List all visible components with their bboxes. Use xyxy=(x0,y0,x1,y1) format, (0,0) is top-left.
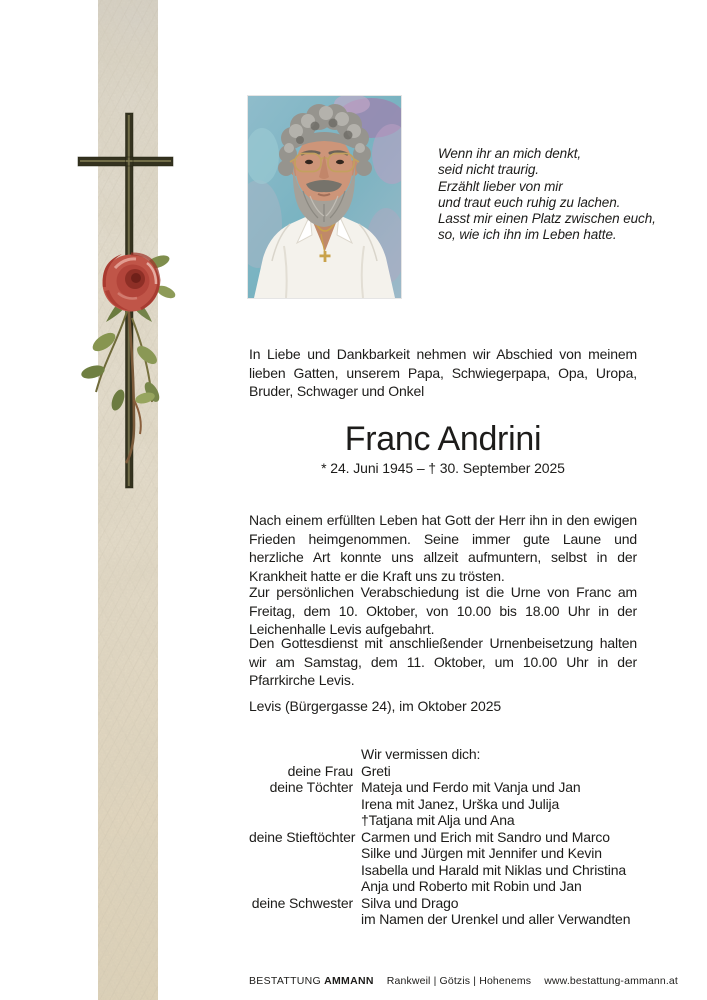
poem-line: und traut euch ruhig zu lachen. xyxy=(438,194,621,210)
footer-locations: Rankweil | Götzis | Hohenems xyxy=(386,975,532,987)
brand-prefix: BESTATTUNG xyxy=(249,975,322,987)
place-date-line: Levis (Bürgergasse 24), im Oktober 2025 xyxy=(249,698,502,714)
funeral-home-brand xyxy=(249,975,374,987)
mourner-relation xyxy=(249,911,353,928)
footer-website: www.bestattung-ammann.at xyxy=(544,975,678,987)
mourner-row xyxy=(249,845,637,862)
body-paragraph: Nach einem erfüllten Leben hat Gott der Herr ihn in den ewigen Frieden heimgenommen. Seine immer gute Laune und herzliche Art konnte uns allzeit aufmuntern, selbst in der Krankheit hatte er die Kraft uns zu trösten. xyxy=(249,512,637,584)
mourner-relation: deine Töchter xyxy=(269,779,353,795)
mourner-row xyxy=(249,911,637,928)
poem-line: Wenn ihr an mich denkt, xyxy=(438,146,582,161)
poem-line: Lasst mir einen Platz zwischen euch, xyxy=(438,211,656,227)
mourner-row xyxy=(249,829,637,846)
mourner-names: im Namen der Urenkel und aller Verwandten xyxy=(361,911,631,927)
mourner-row xyxy=(249,812,637,829)
mourner-names: Silva und Drago xyxy=(361,894,459,911)
funeral-home-footer xyxy=(249,975,678,987)
mourner-relation xyxy=(249,796,353,813)
mourner-names: Isabella und Harald mit Niklas und Christina xyxy=(361,861,626,878)
mourner-row xyxy=(249,895,637,912)
mourner-row xyxy=(249,878,637,895)
portrait-photo xyxy=(248,96,401,298)
mourner-row xyxy=(249,796,637,813)
mourner-relation xyxy=(249,845,353,862)
memorial-stripe-art xyxy=(0,0,210,1000)
mourner-names: Carmen und Erich mit Sandro und Marco xyxy=(361,828,610,845)
brand-name: AMMANN xyxy=(324,975,374,987)
mourners-title-row xyxy=(249,746,637,763)
mourner-relation: deine Schwester xyxy=(251,894,353,911)
intro-text: In Liebe und Dankbarkeit nehmen wir Abschied von meinem lieben Gatten, unserem Papa, Schwiegerpapa, Opa, Uropa, Bruder, Schwager und Onkel xyxy=(249,346,637,399)
body-paragraph: Zur persönlichen Verabschiedung ist die Urne von Franc am Freitag, dem 10. Oktober, von 10.00 bis 18.00 Uhr in der Leichenhalle Levis aufgebahrt. xyxy=(249,584,637,637)
mourners-title: Wir vermissen dich: xyxy=(361,746,481,762)
mourner-names: Greti xyxy=(361,762,391,779)
mourner-row xyxy=(249,779,637,796)
life-dates: * 24. Juni 1945 – † 30. September 2025 xyxy=(321,460,565,476)
poem-line: Erzählt lieber von mir xyxy=(438,178,563,194)
mourner-row xyxy=(249,763,637,780)
deceased-name: Franc Andrini xyxy=(344,420,542,458)
mourner-row xyxy=(249,862,637,879)
mourner-names: Anja und Roberto mit Robin und Jan xyxy=(361,878,582,894)
mourner-relation: deine Stieftöchter xyxy=(249,828,356,845)
poem-line: seid nicht traurig. xyxy=(438,162,539,178)
body-paragraph: Den Gottesdienst mit anschließender Urnenbeisetzung halten wir am Samstag, dem 11. Oktober, um 10.00 Uhr in der Pfarrkirche Levis. xyxy=(249,635,637,688)
mourner-relation xyxy=(249,878,353,895)
poem-line: so, wie ich ihn im Leben hatte. xyxy=(438,227,617,243)
mourner-names: Mateja und Ferdo mit Vanja und Jan xyxy=(361,779,581,795)
mourner-relation xyxy=(249,812,353,829)
mourner-relation: deine Frau xyxy=(287,762,353,779)
mourner-names: †Tatjana mit Alja und Ana xyxy=(361,812,515,828)
memorial-poem xyxy=(438,146,673,244)
mourner-names: Irena mit Janez, Urška und Julija xyxy=(361,795,560,812)
mourner-names: Silke und Jürgen mit Jennifer und Kevin xyxy=(361,845,602,861)
mourners-list xyxy=(249,746,637,928)
mourner-relation xyxy=(249,862,353,879)
